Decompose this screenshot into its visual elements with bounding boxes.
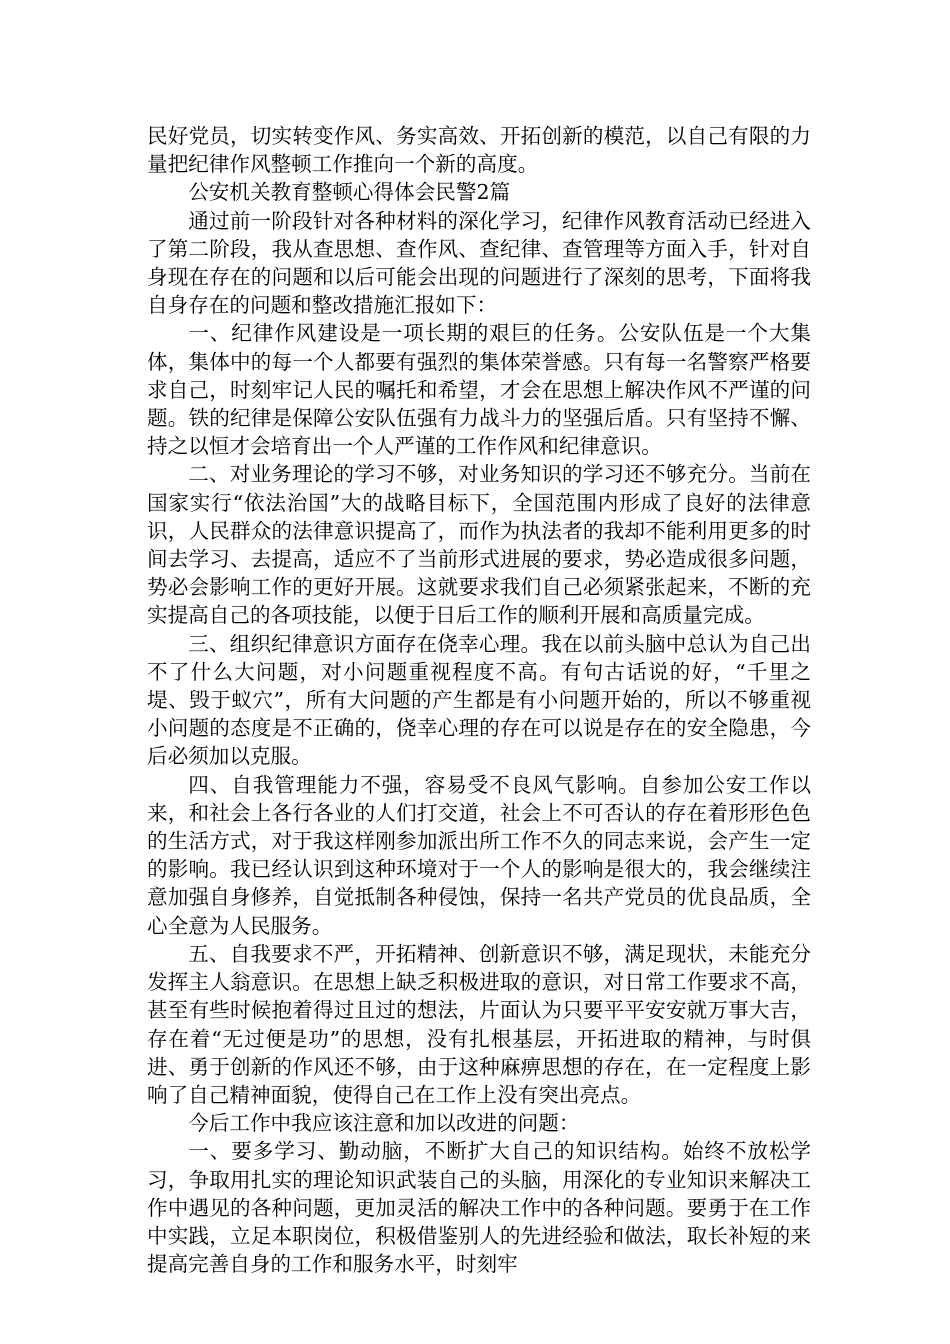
paragraph: 民好党员，切实转变作风、务实高效、开拓创新的模范，以自己有限的力量把纪律作风整顿工作推向一个新的高度。 (147, 124, 811, 177)
paragraph: 通过前一阶段针对各种材料的深化学习，纪律作风教育活动已经进入了第二阶段，我从查思想、查作风、查纪律、查管理等方面入手，针对自身现在存在的问题和以后可能会出现的问题进行了深刻的思考，下面将我自身存在的问题和整改措施汇报如下： (147, 208, 811, 318)
paragraph: 四、自我管理能力不强，容易受不良风气影响。自参加公安工作以来，和社会上各行各业的人们打交道，社会上不可否认的存在着形形色色的生活方式，对于我这样刚参加派出所工作不久的同志来说，会产生一定的影响。我已经认识到这种环境对于一个人的影响是很大的，我会继续注意加强自身修养，自觉抵制各种侵蚀，保持一名共产党员的优良品质，全心全意为人民服务。 (147, 772, 811, 938)
document-page (147, 122, 811, 1278)
section-title: 公安机关教育整顿心得体会民警2篇 (188, 180, 511, 205)
paragraph: 二、对业务理论的学习不够，对业务知识的学习还不够充分。当前在国家实行“依法治国”大的战略目标下，全国范围内形成了良好的法律意识，人民群众的法律意识提高了，而作为执法者的我却不能利用更多的时间去学习、去提高，适应不了当前形式进展的要求，势必造成很多问题，势必会影响工作的更好开展。这就要求我们自己必须紧张起来，不断的充实提高自己的各项技能，以便于日后工作的顺利开展和高质量完成。 (147, 462, 811, 628)
paragraph: 一、纪律作风建设是一项长期的艰巨的任务。公安队伍是一个大集体，集体中的每一个人都要有强烈的集体荣誉感。只有每一名警察严格要求自己，时刻牢记人民的嘱托和希望，才会在思想上解决作风不严谨的问题。铁的纪律是保障公安队伍强有力战斗力的坚强后盾。只有坚持不懈、持之以恒才会培育出一个人严谨的工作作风和纪律意识。 (147, 321, 811, 459)
paragraph: 今后工作中我应该注意和加以改进的问题： (188, 1111, 580, 1136)
paragraph: 五、自我要求不严，开拓精神、创新意识不够，满足现状，未能充分发挥主人翁意识。在思想上缺乏积极进取的意识，对日常工作要求不高，甚至有些时候抱着得过且过的想法，片面认为只要平平安安就万事大吉，存在着“无过便是功”的思想，没有扎根基层，开拓进取的精神，与时俱进、勇于创新的作风还不够，由于这种麻痹思想的存在，在一定程度上影响了自己精神面貌，使得自己在工作上没有突出亮点。 (147, 941, 811, 1107)
paragraph: 一、要多学习、勤动脑，不断扩大自己的知识结构。始终不放松学习，争取用扎实的理论知识武装自己的头脑，用深化的专业知识来解决工作中遇见的各种问题，更加灵活的解决工作中的各种问题。要勇于在工作中实践，立足本职岗位，积极借鉴别人的先进经验和做法，取长补短的来提高完善自身的工作和服务水平，时刻牢 (147, 1139, 811, 1277)
paragraph: 三、组织纪律意识方面存在侥幸心理。我在以前头脑中总认为自己出不了什么大问题，对小问题重视程度不高。有句古话说的好，“千里之堤、毁于蚁穴”，所有大问题的产生都是有小问题开始的，所以不够重视小问题的态度是不正确的，侥幸心理的存在可以说是存在的安全隐患，今后必须加以克服。 (147, 631, 811, 769)
